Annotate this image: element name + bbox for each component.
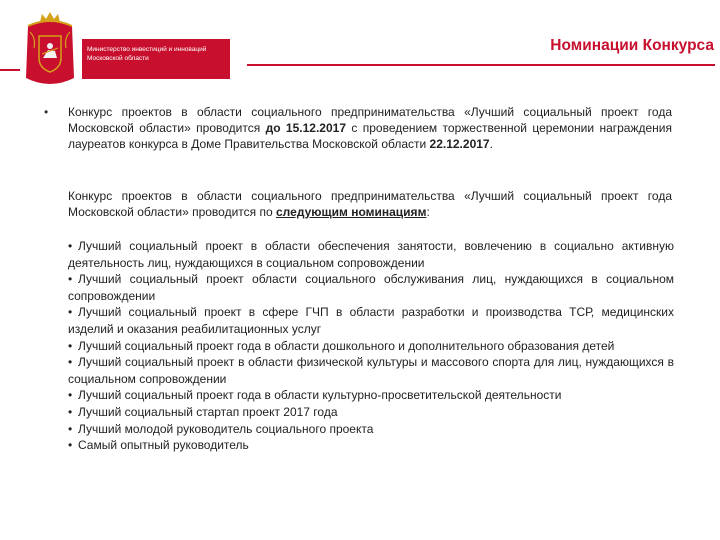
header-divider <box>247 64 715 66</box>
intro-text-e: . <box>489 137 493 151</box>
list-item <box>68 421 674 438</box>
list-item-text: Лучший молодой руководитель социального проекта <box>78 421 374 436</box>
intro-text-c: с проведением торжественной церемонии награждения лауреатов конкурса в Доме Правительства Московской области <box>68 121 673 151</box>
bullet: • <box>68 438 73 453</box>
list-item <box>68 437 674 454</box>
list-item-text: Лучший социальный проект года в области культурно-просветительской деятельности <box>78 388 562 403</box>
second-nominations-label: следующим номинациям <box>276 205 427 219</box>
bullet: • <box>68 404 73 419</box>
intro-ceremony-date: 22.12.2017 <box>429 137 490 151</box>
coat-of-arms-icon <box>22 8 78 90</box>
list-item <box>68 354 674 387</box>
list-item <box>68 387 674 404</box>
list-item-text: Лучший социальный проект года в области дошкольного и дополнительного образования детей <box>78 338 615 353</box>
intro-text-a: Конкурс проектов в области социального предпринимательства «Лучший социальный проект года Московской области» проводится <box>68 105 672 135</box>
bullet: • <box>68 305 73 320</box>
ministry-label-box <box>82 39 230 79</box>
slide-header <box>0 0 720 90</box>
list-item-text: Самый опытный руководитель <box>78 438 249 453</box>
nominations-list <box>68 238 674 454</box>
intro-bullet: • <box>44 105 49 119</box>
list-item-text: Лучший социальный проект области социального обслуживания лиц, нуждающихся в социальном сопровождении <box>68 272 674 303</box>
bullet: • <box>68 272 73 287</box>
nominations-intro-paragraph <box>68 188 672 220</box>
second-text-c: : <box>426 205 430 219</box>
list-item <box>68 271 674 304</box>
list-item <box>68 238 674 271</box>
list-item-text: Лучший социальный стартап проект 2017 года <box>78 404 338 419</box>
list-item-text: Лучший социальный проект в сфере ГЧП в области разработки и производства ТСР, медицинских изделий и оказания реабилитационных услуг <box>68 305 674 336</box>
bullet: • <box>68 338 73 353</box>
bullet: • <box>68 421 73 436</box>
ministry-line-2: Московской области <box>87 55 149 62</box>
intro-paragraph <box>68 104 672 152</box>
bullet: • <box>68 355 73 370</box>
list-item-text: Лучший социальный проект в области обеспечения занятости, вовлечению в социально активную деятельность лиц, нуждающихся в социальном сопровождении <box>68 239 674 270</box>
bullet: • <box>68 239 73 253</box>
list-item <box>68 304 674 337</box>
list-item-text: Лучший социальный проект в области физической культуры и массового спорта для лиц, нуждающихся в социальном сопровождении <box>68 355 674 386</box>
list-item <box>68 338 674 355</box>
bullet: • <box>68 388 73 403</box>
ministry-line-1: Министерство инвестиций и инноваций <box>87 46 207 53</box>
page-title: Номинации Конкурса <box>550 37 714 54</box>
intro-deadline: до 15.12.2017 <box>265 121 346 135</box>
list-item <box>68 404 674 421</box>
second-text-a: Конкурс проектов в области социального предпринимательства «Лучший социальный проект года Московской области» проводится по <box>68 189 672 219</box>
header-left-line <box>0 69 20 71</box>
